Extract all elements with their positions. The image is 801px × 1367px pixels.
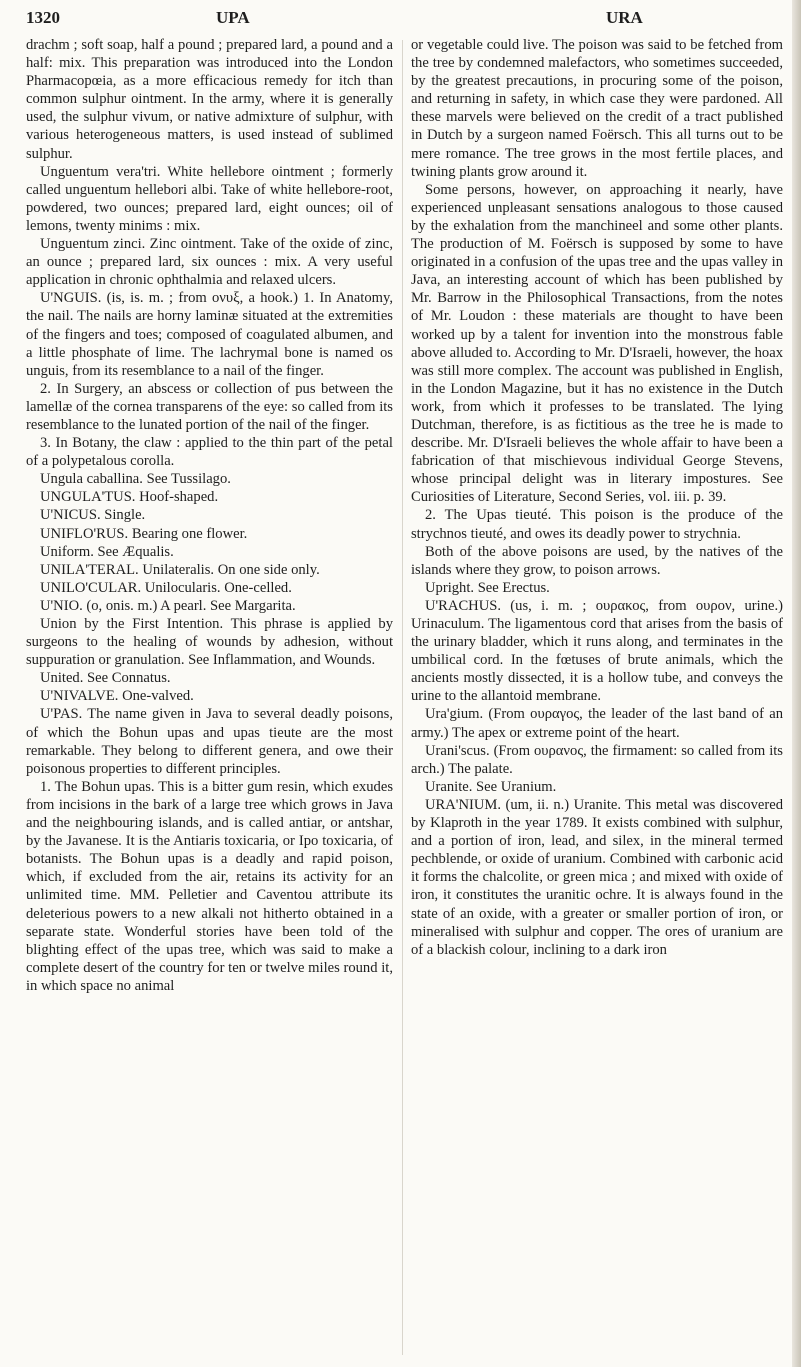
entry-paragraph: Union by the First Intention. This phrase is applied by surgeons to the healing of wounds by adhesion, without suppuration or granulation. See Inflammation, and Wounds. (26, 616, 393, 669)
entry-paragraph: U'NIVALVE. One-valved. (40, 688, 194, 705)
entry-paragraph: 2. In Surgery, an abscess or collection of pus between the lamellæ of the cornea transparens of the eye: so called from its resemblance to the lunated portion of the nail of the finger. (26, 380, 393, 433)
entry-paragraph: Urani'scus. (From ουρανος, the firmament: so called from its arch.) The palate. (411, 742, 783, 777)
entry-paragraph: URA'NIUM. (um, ii. n.) Uranite. This metal was discovered by Klaproth in the year 1789. It exists combined with sulphur, and a portion of iron, lead, and silex, in the mineral termed pechblende, or oxide of uranium. Combined with carbonic acid it forms the chalcolite, or green mica ; and mixed with oxide of iron, it constitutes the uranitic ochre. It is always found in the state of an oxide, with a greater or smaller portion of iron, or mineralised with sulphur and copper. The ores of uranium are of a blackish colour, inclining to a dark iron (411, 796, 783, 958)
entry-paragraph: UNILO'CULAR. Unilocularis. One-celled. (40, 579, 292, 596)
entry-paragraph: Unguentum vera'tri. White hellebore ointment ; formerly called unguentum hellebori albi. Take of white hellebore-root, powdered, two ounces; prepared lard, eight ounces; oil of lemons, twenty minims : mix. (26, 163, 393, 234)
entry-paragraph: Some persons, however, on approaching it nearly, have experienced unpleasant sensations analogous to those caused by the exhalation from the manchineel and some other plants. The production of M. Foërsch is supposed by some to have originated in a confusion of the upas tree and the upas valley in Java, an interesting account of which has been published by Mr. Barrow in the Philosophical Transactions, from the notes of Mr. Loudon : these materials are thought to have been worked up by a talent for invention into the monstrous fable above alluded to. According to Mr. D'Israeli, however, the hoax was still more complex. The account was published in English, in the London Magazine, but it has no existence in the Dutch work, from which it professes to be translated. The lying Dutchman, therefore, is as fictitious as the tree he is made to describe. Mr. D'Israeli believes the whole affair to have been a fabrication of that mischievous individual George Stevens, whose principal delight was in literary impostures. See Curiosities of Literature, Second Series, vol. iii. p. 39. (411, 181, 783, 506)
column-divider (402, 40, 403, 1355)
entry-paragraph: U'PAS. The name given in Java to several deadly poisons, of which the Bohun upas and upas tieute are the most remarkable. They belong to different genera, and owe their poisonous properties to different principles. (26, 706, 393, 777)
entry-paragraph: U'NICUS. Single. (40, 507, 146, 524)
entry-paragraph: 3. In Botany, the claw : applied to the thin part of the petal of a polypetalous corolla. (26, 435, 393, 470)
entry-paragraph: Unguentum zinci. Zinc ointment. Take of the oxide of zinc, an ounce ; prepared lard, six ounces : mix. A very useful application in chronic ophthalmia and relaxed ulcers. (26, 236, 393, 289)
entry-paragraph: 1. The Bohun upas. This is a bitter gum resin, which exudes from incisions in the bark of a large tree which grows in Java and the neighbouring islands, and is called antiar, or antshar, by the Javanese. It is the Antiaris toxicaria, or Ipo toxicaria, of botanists. The Bohun upas is a deadly and rapid poison, which, if excluded from the air, retains its activity for an unlimited time. MM. Pelletier and Caventou attribute its deleterious powers to a new alkali not hitherto obtained in a separate state. Wonderful stories have been told of the blighting effect of the upas tree, which was said to make a complete desert of the country for ten or twelve miles round it, in which space no animal (26, 778, 393, 994)
entry-paragraph: Uniform. See Æqualis. (40, 543, 174, 560)
right-running-head: URA (606, 8, 643, 27)
entry-paragraph: United. See Connatus. (40, 670, 171, 687)
entry-paragraph: U'NGUIS. (is, is. m. ; from ονυξ, a hook.) 1. In Anatomy, the nail. The nails are horny laminæ situated at the extremities of the fingers and toes; composed of coagulated albumen, and a little phosphate of lime. The lachrymal bone is named os unguis, from its resemblance to a nail of the finger. (26, 290, 393, 379)
page-edge-shadow (792, 0, 801, 1367)
entry-paragraph: Ura'gium. (From ουραγος, the leader of the last band of an army.) The apex or extreme point of the heart. (411, 706, 783, 741)
entry-paragraph: drachm ; soft soap, half a pound ; prepared lard, a pound and a half: mix. This preparation was introduced into the London Pharmacopœia, as a more efficacious remedy for itch than common sulphur ointment. In the army, where it is generally used, the sulphur vivum, or native admixture of sulphur, with various heterogeneous matters, is used instead of sublimed sulphur. (26, 37, 393, 162)
running-header (26, 8, 783, 30)
entry-paragraph: Uranite. See Uranium. (425, 778, 557, 795)
entry-paragraph: Ungula caballina. See Tussilago. (40, 471, 231, 488)
entry-paragraph: or vegetable could live. The poison was said to be fetched from the tree by condemned malefactors, who sometimes succeeded, by the greatest precautions, in procuring some of the poison, and returning in safety, in which case they were pardoned. All these marvels were believed on the credit of a tract published in Dutch by a surgeon named Foërsch. This all turns out to be mere romance. The tree grows in the most fertile places, and twining plants grow around it. (411, 37, 783, 180)
page-number: 1320 (26, 8, 60, 27)
left-running-head: UPA (216, 8, 250, 27)
left-column (26, 36, 393, 995)
entry-paragraph: UNIFLO'RUS. Bearing one flower. (40, 525, 248, 542)
entry-paragraph: 2. The Upas tieuté. This poison is the produce of the strychnos tieuté, and owes its deadly power to strychnia. (411, 507, 783, 542)
entry-paragraph: U'RACHUS. (us, i. m. ; ουρακος, from ουρον, urine.) Urinaculum. The ligamentous cord that arises from the basis of the urinary bladder, which it runs along, and terminates in the umbilical cord. In the fœtuses of brute animals, which the ancients mostly dissected, it is a hollow tube, and conveys the urine to the allantoid membrane. (411, 597, 783, 705)
right-column (411, 36, 783, 959)
entry-paragraph: Both of the above poisons are used, by the natives of the islands where they grow, to poison arrows. (411, 543, 783, 578)
entry-paragraph: U'NIO. (o, onis. m.) A pearl. See Margarita. (40, 597, 296, 614)
entry-paragraph: UNILA'TERAL. Unilateralis. On one side only. (40, 561, 320, 578)
entry-paragraph: Upright. See Erectus. (425, 579, 550, 596)
entry-paragraph: UNGULA'TUS. Hoof-shaped. (40, 489, 219, 506)
